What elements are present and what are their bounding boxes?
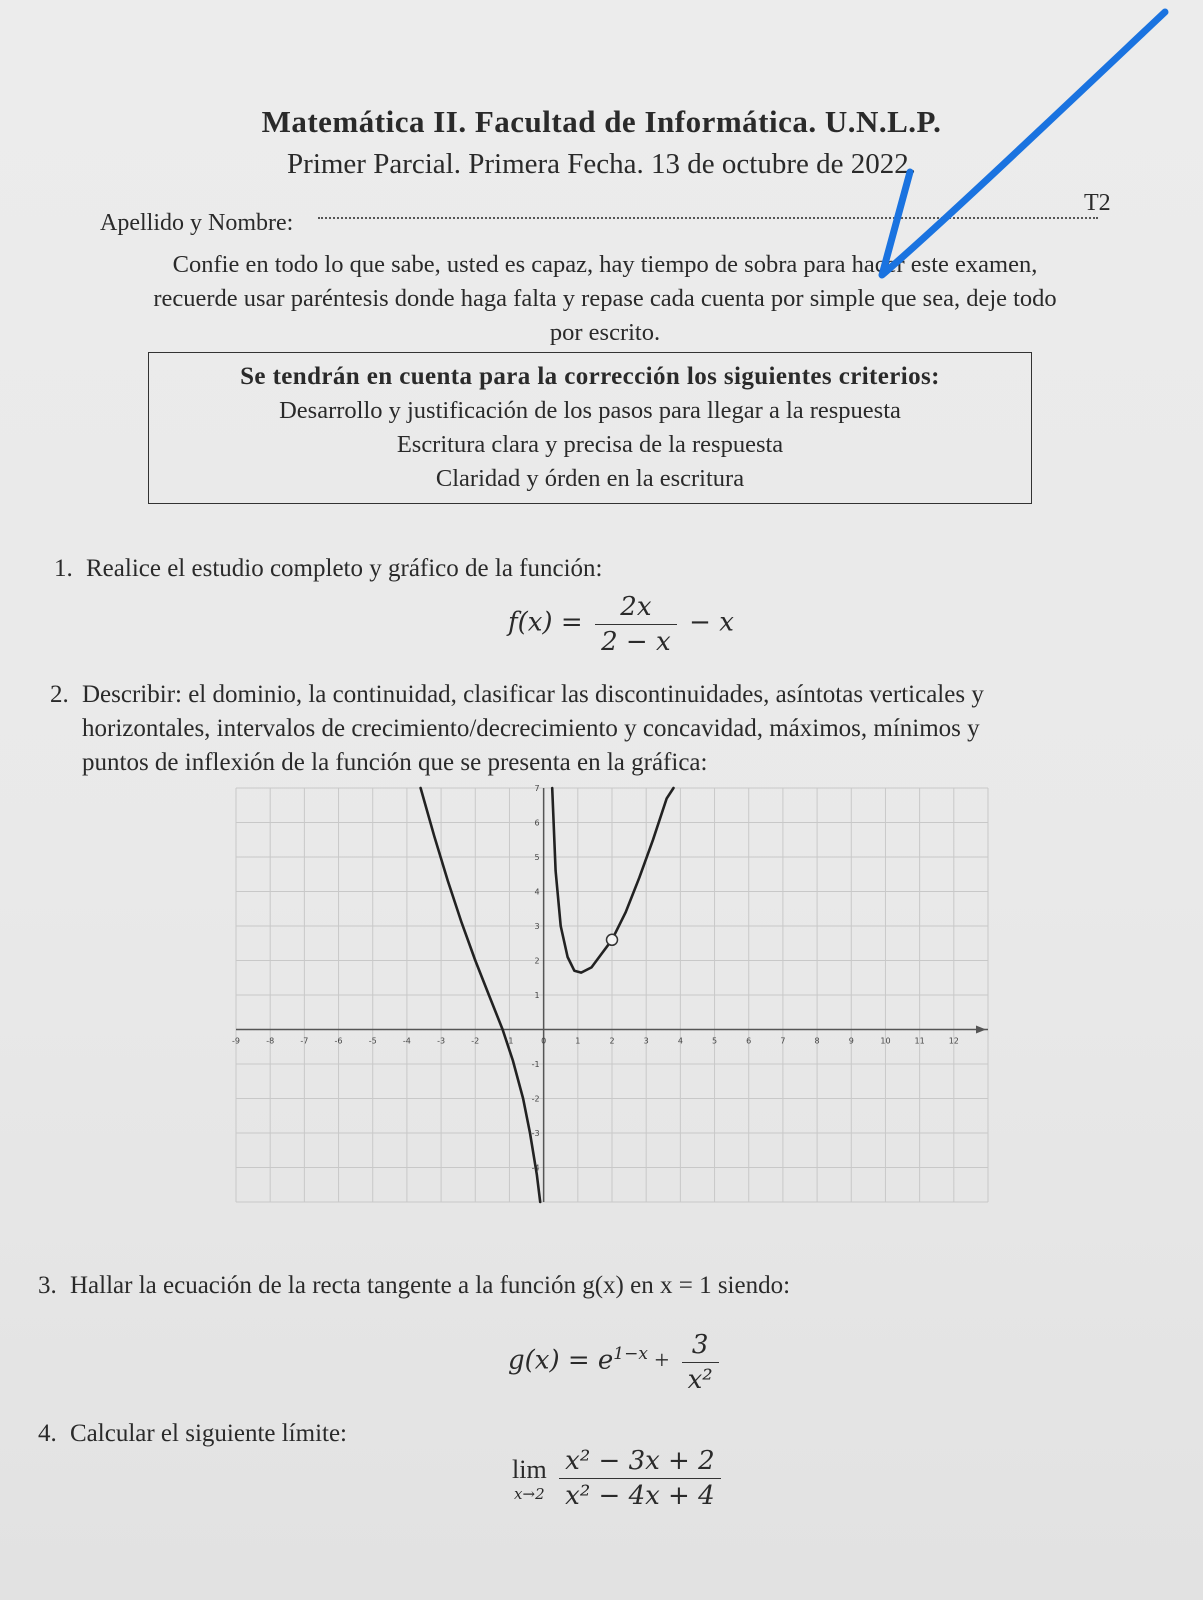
question-number: 4. xyxy=(38,1420,57,1447)
open-point xyxy=(607,934,618,945)
y-tick-label: 6 xyxy=(534,818,540,828)
question-text-line-3: puntos de inflexión de la función que se presenta en la gráfica: xyxy=(82,749,708,776)
exam-subtitle: Primer Parcial. Primera Fecha. 13 de octubre de 2022. xyxy=(287,148,916,180)
question-text: Hallar la ecuación de la recta tangente a la función g(x) en x = 1 siendo: xyxy=(70,1272,791,1299)
formula-denominator: x² xyxy=(682,1362,719,1395)
name-label: Apellido y Nombre: xyxy=(100,210,294,236)
question-text-line-2: horizontales, intervalos de crecimiento/decrecimiento y concavidad, máximos, mínimos y xyxy=(82,715,980,742)
x-tick-label: 4 xyxy=(677,1036,683,1046)
formula-lhs: g(x) = e xyxy=(508,1345,614,1376)
x-tick-label: -7 xyxy=(300,1036,309,1046)
question-text: Calcular el siguiente límite: xyxy=(70,1420,348,1447)
criteria-item: Escritura clara y precisa de la respuesta xyxy=(396,431,784,458)
x-tick-label: 0 xyxy=(541,1036,547,1046)
question-1 xyxy=(54,555,602,583)
test-code: T2 xyxy=(1084,190,1111,216)
y-tick-label: -1 xyxy=(531,1060,540,1069)
x-tick-label: 9 xyxy=(848,1036,854,1046)
x-tick-label: -4 xyxy=(402,1036,411,1046)
check-mark-icon xyxy=(882,12,1165,275)
y-tick-label: -2 xyxy=(531,1094,540,1104)
criteria-item: Desarrollo y justificación de los pasos para llegar a la respuesta xyxy=(279,397,901,424)
criteria-title: Se tendrán en cuenta para la corrección los siguientes criterios: xyxy=(240,363,940,390)
formula-numerator: 2x xyxy=(620,592,652,622)
x-tick-label: 12 xyxy=(948,1036,959,1046)
question-4 xyxy=(38,1420,347,1448)
formula-plus: + xyxy=(654,1345,670,1375)
question-number: 2. xyxy=(50,681,69,708)
question-text: Realice el estudio completo y gráfico de la función: xyxy=(86,555,603,582)
x-tick-label: -5 xyxy=(368,1036,377,1046)
x-tick-label: 6 xyxy=(746,1036,752,1046)
x-tick-label: 3 xyxy=(643,1036,649,1046)
x-tick-label: 10 xyxy=(880,1036,891,1046)
intro-line-2: recuerde usar paréntesis donde haga falta y repase cada cuenta por simple que sea, deje todo xyxy=(153,285,1057,312)
question-text-line-1: Describir: el dominio, la continuidad, clasificar las discontinuidades, asíntotas verticales y xyxy=(82,681,984,708)
formula-exponent: 1−x xyxy=(613,1343,648,1364)
intro-text xyxy=(40,248,1170,350)
x-tick-label: -1 xyxy=(505,1036,514,1046)
y-tick-label: 5 xyxy=(534,853,540,862)
x-tick-label: 1 xyxy=(575,1036,581,1046)
x-tick-label: 7 xyxy=(780,1036,786,1046)
x-tick-label: 8 xyxy=(814,1036,820,1046)
intro-line-1: Confie en todo lo que sabe, usted es capaz, hay tiempo de sobra para hacer este examen, xyxy=(172,251,1038,278)
y-tick-label: 2 xyxy=(534,956,540,966)
formula-denominator: 2 − x xyxy=(595,624,677,657)
y-tick-label: -4 xyxy=(531,1163,540,1173)
formula-numerator: x² − 3x + 2 xyxy=(565,1446,715,1476)
formula-rest: − x xyxy=(689,607,734,638)
question-number: 1. xyxy=(54,555,73,582)
x-tick-label: 2 xyxy=(609,1036,615,1046)
x-tick-label: -2 xyxy=(471,1036,480,1046)
formula-denominator: x² − 4x + 4 xyxy=(559,1478,720,1511)
x-tick-label: 11 xyxy=(914,1036,925,1046)
formula-lhs: f(x) = xyxy=(508,607,583,638)
limit-subscript: x→2 xyxy=(514,1484,545,1503)
function-graph xyxy=(232,784,988,1202)
x-tick-label: -9 xyxy=(232,1036,240,1046)
y-tick-label: -3 xyxy=(531,1129,540,1138)
intro-line-3: por escrito. xyxy=(549,319,661,346)
x-tick-label: 5 xyxy=(711,1036,718,1046)
x-tick-label: -3 xyxy=(437,1036,446,1046)
y-tick-label: 1 xyxy=(534,991,540,1000)
criteria-item: Claridad y órden en la escritura xyxy=(435,465,745,492)
formula-numerator: 3 xyxy=(691,1330,709,1360)
formula-limit xyxy=(512,1446,727,1511)
question-number: 3. xyxy=(38,1272,57,1299)
y-tick-label: 3 xyxy=(534,922,540,931)
name-field[interactable] xyxy=(318,203,1098,219)
question-3 xyxy=(38,1272,790,1300)
question-2 xyxy=(50,678,984,780)
y-tick-label: 4 xyxy=(534,887,540,897)
x-tick-label: -8 xyxy=(266,1036,275,1046)
formula-f xyxy=(508,592,734,657)
x-tick-label: -6 xyxy=(334,1036,343,1046)
formula-g xyxy=(508,1330,725,1395)
y-tick-label: 7 xyxy=(534,784,540,793)
limit-operator: lim xyxy=(512,1454,547,1484)
x-axis-arrow xyxy=(976,1026,986,1034)
criteria-box xyxy=(148,352,1032,504)
exam-title: Matemática II. Facultad de Informática. U.N.L.P. xyxy=(261,104,942,139)
